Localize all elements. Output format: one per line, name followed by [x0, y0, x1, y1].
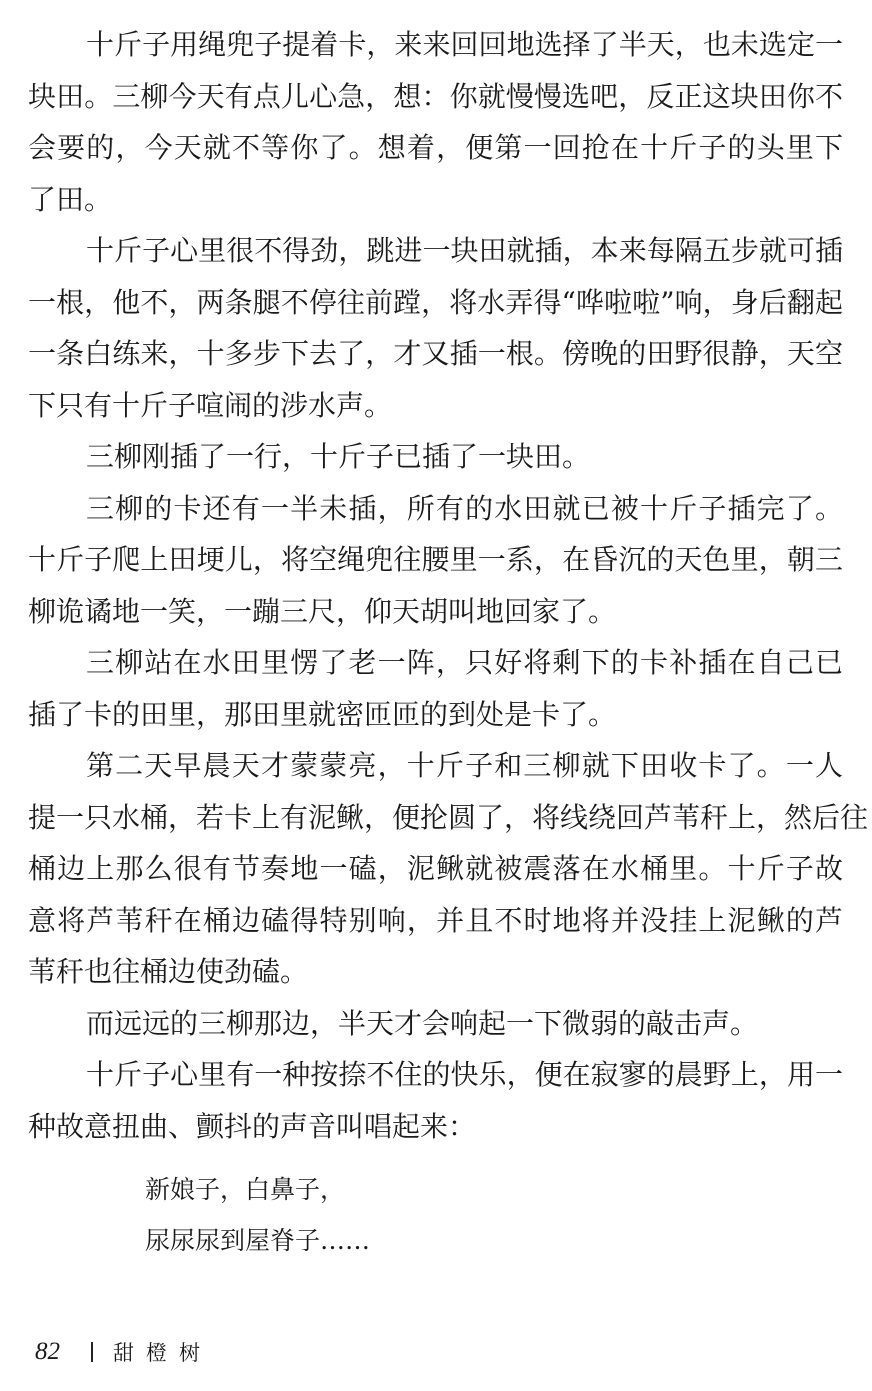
text-line: 三柳刚插了一行，十斤子已插了一块田。: [86, 440, 591, 473]
text-line: 了田。: [28, 182, 113, 216]
text-line: 一根，他不，两条腿不停往前蹚，将水弄得“哗啦啦”响，身后翻起: [28, 285, 843, 319]
text-line: 下只有十斤子喧闹的涉水声。: [28, 388, 393, 422]
paragraph: [28, 431, 843, 483]
body-text: [28, 19, 869, 1152]
paragraph: [28, 1049, 843, 1152]
paragraph: [28, 225, 843, 431]
text-line: 插了卡的田里，那田里就密匝匝的到处是卡了。: [28, 697, 617, 731]
paragraph: [28, 19, 843, 225]
text-line: 苇秆也往桶边使劲磕。: [28, 955, 309, 988]
book-title: 甜橙树: [113, 1341, 212, 1365]
paragraph: [28, 740, 869, 998]
paragraph: [28, 483, 843, 638]
text-line: 第二天早晨天才蒙蒙亮，十斤子和三柳就下田收卡了。一人: [86, 749, 843, 782]
footer-divider: [91, 1342, 93, 1362]
verse-line: 尿尿尿到屋脊子……: [145, 1226, 371, 1255]
text-line: 而远远的三柳那边，半天才会响起一下微弱的敲击声。: [86, 1006, 759, 1040]
page-footer: [35, 1334, 212, 1370]
text-line: 十斤子用绳兜子提着卡，来来回回地选择了半天，也未选定一: [86, 28, 843, 61]
text-line: 十斤子爬上田埂儿，将空绳兜往腰里一系，在昏沉的天色里，朝三: [28, 543, 843, 576]
text-line: 十斤子心里有一种按捺不住的快乐，便在寂寥的晨野上，用一: [86, 1058, 843, 1091]
text-line: 一条白练来，十多步下去了，才又插一根。傍晚的田野很静，天空: [28, 337, 843, 370]
text-line: 柳诡谲地一笑，一蹦三尺，仰天胡叫地回家了。: [28, 594, 617, 628]
text-line: 十斤子心里很不得劲，跳进一块田就插，本来每隔五步就可插: [86, 234, 843, 267]
text-line: 种故意扭曲、颤抖的声音叫唱起来：: [28, 1109, 477, 1143]
text-line: 三柳站在水田里愣了老一阵，只好将剩下的卡补插在自己已: [86, 646, 843, 679]
text-line: 桶边上那么很有节奏地一磕，泥鳅就被震落在水桶里。十斤子故: [28, 852, 843, 885]
page-number: 82: [35, 1338, 60, 1365]
text-line: 会要的，今天就不等你了。想着，便第一回抢在十斤子的头里下: [28, 131, 843, 164]
paragraph: [28, 998, 843, 1050]
paragraph: [28, 637, 843, 740]
text-line: 提一只水桶，若卡上有泥鳅，便抡圆了，将线绕回芦苇秆上，然后往: [28, 800, 869, 834]
text-line: 意将芦苇秆在桶边磕得特别响，并且不时地将并没挂上泥鳅的芦: [28, 903, 843, 937]
verse-line: 新娘子，白鼻子，: [145, 1175, 346, 1204]
text-line: 块田。三柳今天有点儿心急，想：你就慢慢选吧，反正这块田你不: [28, 79, 843, 113]
text-line: 三柳的卡还有一半未插，所有的水田就已被十斤子插完了。: [86, 491, 843, 525]
song-verse: [145, 1170, 370, 1272]
